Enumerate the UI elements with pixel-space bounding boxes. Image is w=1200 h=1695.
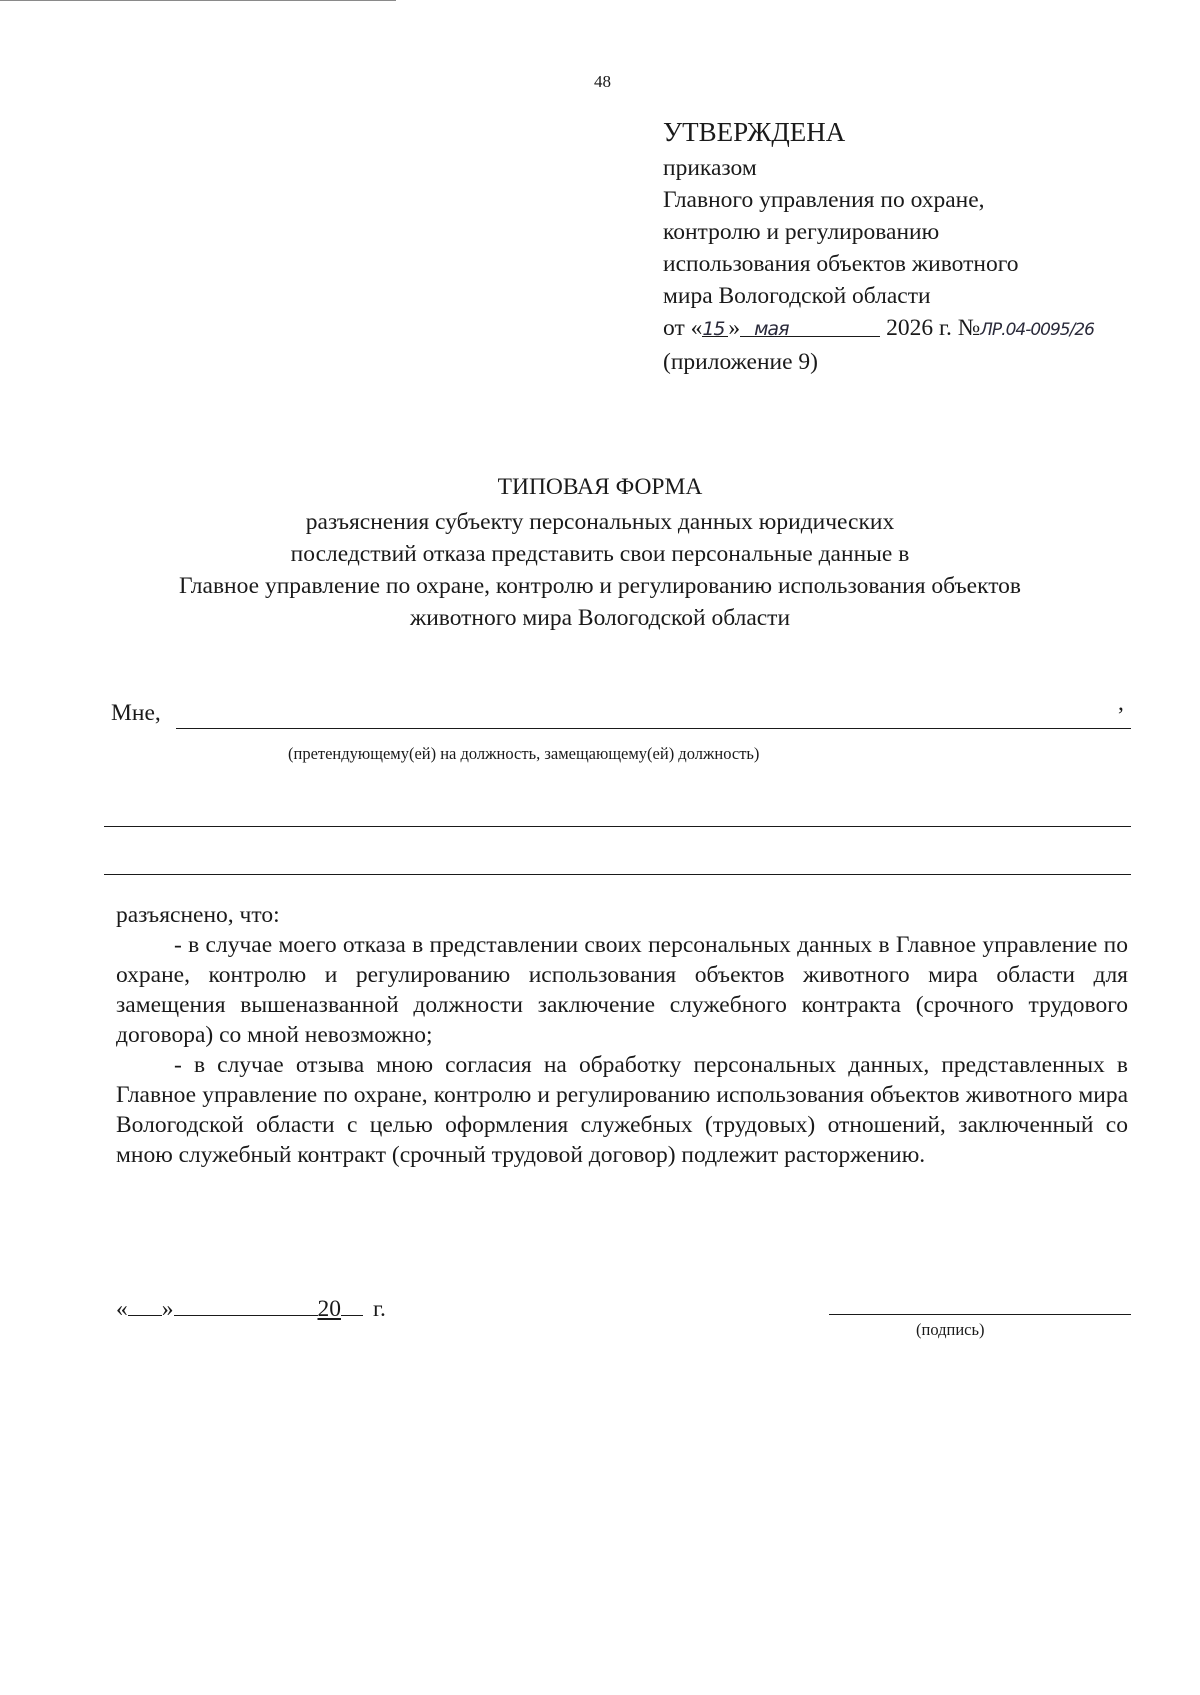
date-day-field[interactable] [128, 1293, 162, 1316]
explanation-paragraph-1: - в случае моего отказа в представлении своих персональных данных в Главное управление по охране, контролю и регулированию использования объектов животного мира области для замещения вышеназванной должности заключение служебного контракта (срочного трудового договора) со мной невозможно; [116, 932, 1128, 1048]
form-subtitle [0, 506, 1200, 634]
order-number-handwritten: ЛР.04-0095/26 [980, 320, 1094, 340]
date-year-prefix: 20 [317, 1296, 341, 1322]
date-prefix: от « [663, 315, 703, 341]
signature-hint: (подпись) [916, 1320, 985, 1339]
position-line-1[interactable] [104, 826, 1131, 827]
date-year-suffix: г. [373, 1296, 386, 1322]
date-quote-close: » [728, 315, 741, 341]
signature-date-row [116, 1293, 386, 1323]
signature-line[interactable] [829, 1314, 1131, 1315]
form-subtitle-line: Главное управление по охране, контролю и регулированию использования объектов [178, 573, 1022, 599]
approval-title: УТВЕРЖДЕНА [663, 117, 846, 147]
date-month-field[interactable] [174, 1293, 318, 1316]
explanation-lead: разъяснено, что: [116, 902, 280, 928]
recipient-comma: , [1118, 690, 1124, 716]
date-month-blank [740, 312, 880, 340]
approval-line: контролю и регулированию [663, 219, 940, 245]
page-number: 48 [594, 72, 611, 91]
approval-appendix: (приложение 9) [663, 349, 819, 375]
recipient-name-line[interactable] [176, 728, 1131, 729]
date-month-handwritten: мая [754, 318, 789, 340]
form-subtitle-line: разъяснения субъекту персональных данных юридических [305, 509, 895, 535]
approval-line: приказом [663, 155, 757, 181]
approval-block [663, 112, 1094, 378]
date-day-blank [702, 312, 728, 340]
position-line-2[interactable] [104, 874, 1131, 875]
form-title: ТИПОВАЯ ФОРМА [497, 474, 703, 500]
recipient-hint: (претендующему(ей) на должность, замещающему(ей) должность) [288, 744, 760, 763]
explanation-body [116, 900, 1128, 1170]
approval-line: Главного управления по охране, [663, 187, 985, 213]
date-close-quote: » [161, 1296, 174, 1322]
recipient-label: Мне, [111, 700, 161, 726]
explanation-paragraph-2: - в случае отзыва мною согласия на обработку персональных данных, представленных в Главное управление по охране, контролю и регулированию использования объектов животного мира Вологодской области с целью оформления служебных (трудовых) отношений, заключенный со мною служебный контракт (срочный трудовой договор) подлежит расторжению. [116, 1052, 1128, 1168]
form-subtitle-line: животного мира Вологодской области [409, 605, 791, 631]
date-year: 2026 г. № [886, 315, 981, 341]
approval-line: использования объектов животного [663, 251, 1019, 277]
approval-date-line [663, 312, 1094, 346]
scan-edge-line [0, 0, 396, 1]
form-subtitle-line: последствий отказа представить свои персональные данные в [290, 541, 910, 567]
date-year-field[interactable] [341, 1293, 363, 1316]
date-open-quote: « [116, 1296, 128, 1322]
date-day-handwritten: 15 [702, 318, 725, 340]
approval-line: мира Вологодской области [663, 283, 931, 309]
